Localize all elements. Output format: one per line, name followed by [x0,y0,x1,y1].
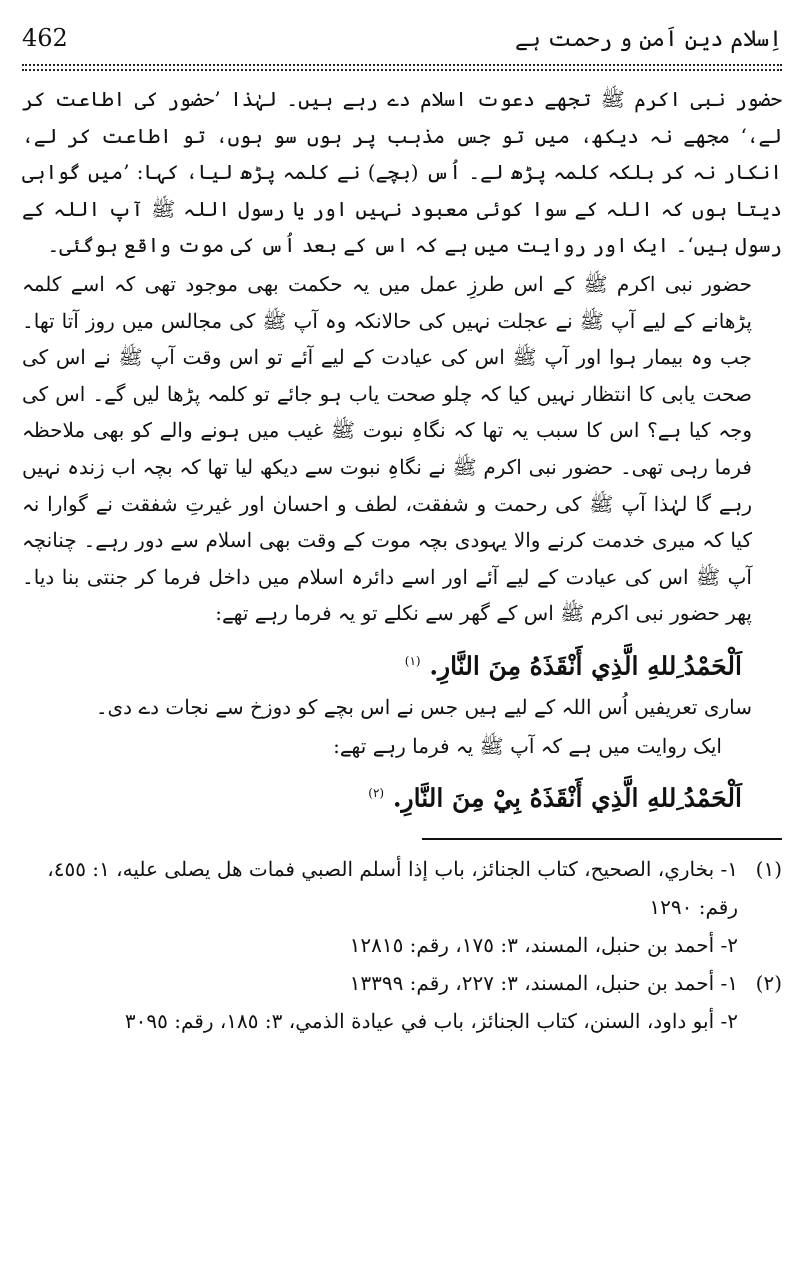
translation: ساری تعریفیں اُس اللہ کے لیے ہیں جس نے اس بچے کو دوزخ سے نجات دے دی۔ [95,695,752,720]
narration: ایک روایت میں ہے کہ آپ ﷺ یہ فرما رہے تھے: [333,733,722,758]
paragraph: حضور نبی اکرم ﷺ کے اس طرزِ عمل میں یہ حکمت بھی موجود تھی کہ اسے کلمہ پڑھانے کے لیے آپ ﷺ نے عجلت نہیں کی حالانکہ وہ آپ ﷺ کی مجالس میں روز آتا تھا۔ جب وہ بیمار ہوا اور آپ ﷺ اس کی عیادت کے لیے آئے تو اس وقت آپ ﷺ نے اس کی صحت یابی کا انتظار نہیں کیا کہ چلو صحت یاب ہو جائے تو کلمہ پڑھا لیں گے۔ اس کی وجہ کیا ہے؟ اس کا سبب یہ تھا کہ نگاہِ نبوت ﷺ غیب میں ہونے والے کو بھی ملاحظہ فرما رہی تھی۔ حضور نبی اکرم ﷺ نے نگاہِ نبوت سے دیکھ لیا تھا کہ بچہ اب زندہ نہیں رہے گا لہٰذا آپ ﷺ کی رحمت و شفقت، لطف و احسان اور غیرتِ شفقت نے گوارا نہ کیا کہ میری خدمت کرنے والا یہودی بچہ موت کے وقت بھی اسلام سے دور رہے۔ چنانچہ آپ ﷺ اس کی عیادت کے لیے آئے اور اسے دائرہ اسلام میں داخل فرما کر جنتی بنا دیا۔ پھر حضور نبی اکرم ﷺ اس کے گھر سے نکلے تو یہ فرما رہے تھے: [22,271,752,626]
footnote-ref: (١) [404,653,421,668]
running-title: اِسلام دینِ اَمن و رحمت ہے [515,27,782,52]
page [22,24,782,1040]
page-number: 462 [22,24,68,52]
footnote-ref: (٢) [368,786,385,801]
footnote [22,964,782,1002]
paragraph: حضور نبی اکرم ﷺ تجھے دعوت اسلام دے رہے ہیں۔ لہٰذا ’حضور کی اطاعت کر لے،‘ مجھے نہ دیکھ، میں تو جس مذہب پر ہوں سو ہوں، تو اطاعت کر لے، انکار نہ کر بلکہ کلمہ پڑھ لے۔ اُس (بچے) نے کلمہ پڑھ لیا، کہا: ’میں گواہی دیتا ہوں کہ اللہ کے سوا کوئی معبود نہیں اور یا رسول اللہ ﷺ آپ اللہ کے رسول ہیں‘۔ ایک اور روایت میں ہے کہ اس کے بعد اُس کی موت واقع ہوگئی۔ [22,87,782,258]
footnote-divider [422,838,782,840]
footnotes [22,850,782,1040]
arabic-quote [22,770,742,821]
footnote-number: (٢) [755,970,782,995]
footnote-text: ١- بخاري، الصحيح، كتاب الجنائز، باب إذا أسلم الصبي فمات هل يصلى عليه، ١: ٤٥٥، رقم: ١٢٩٠ [47,856,738,919]
footnote-line: ٢- أبو داود، السنن، كتاب الجنائز، باب في عيادة الذمي، ٣: ١٨٥، رقم: ٣٠٩٥ [124,1008,738,1033]
arabic-quote-text: اَلْحَمْدُ ِللهِ الَّذِي أَنْقَذَهُ مِنَ النَّارِ. [429,651,742,681]
arabic-quote [22,638,742,689]
footnote-number: (١) [755,856,782,881]
main-text [22,81,782,822]
arabic-quote-text: اَلْحَمْدُ ِللهِ الَّذِي أَنْقَذَهُ بِيْ مِنَ النَّارِ. [392,783,742,813]
page-header [22,24,782,60]
footnote [22,850,782,926]
footnote-text: ١- أحمد بن حنبل، المسند، ٣: ٢٢٧، رقم: ١٣٣٩٩ [349,970,738,995]
header-divider-second [22,69,782,71]
footnote-line: ٢- أحمد بن حنبل، المسند، ٣: ١٧٥، رقم: ١٢٨١٥ [349,932,738,957]
header-divider [22,64,782,66]
